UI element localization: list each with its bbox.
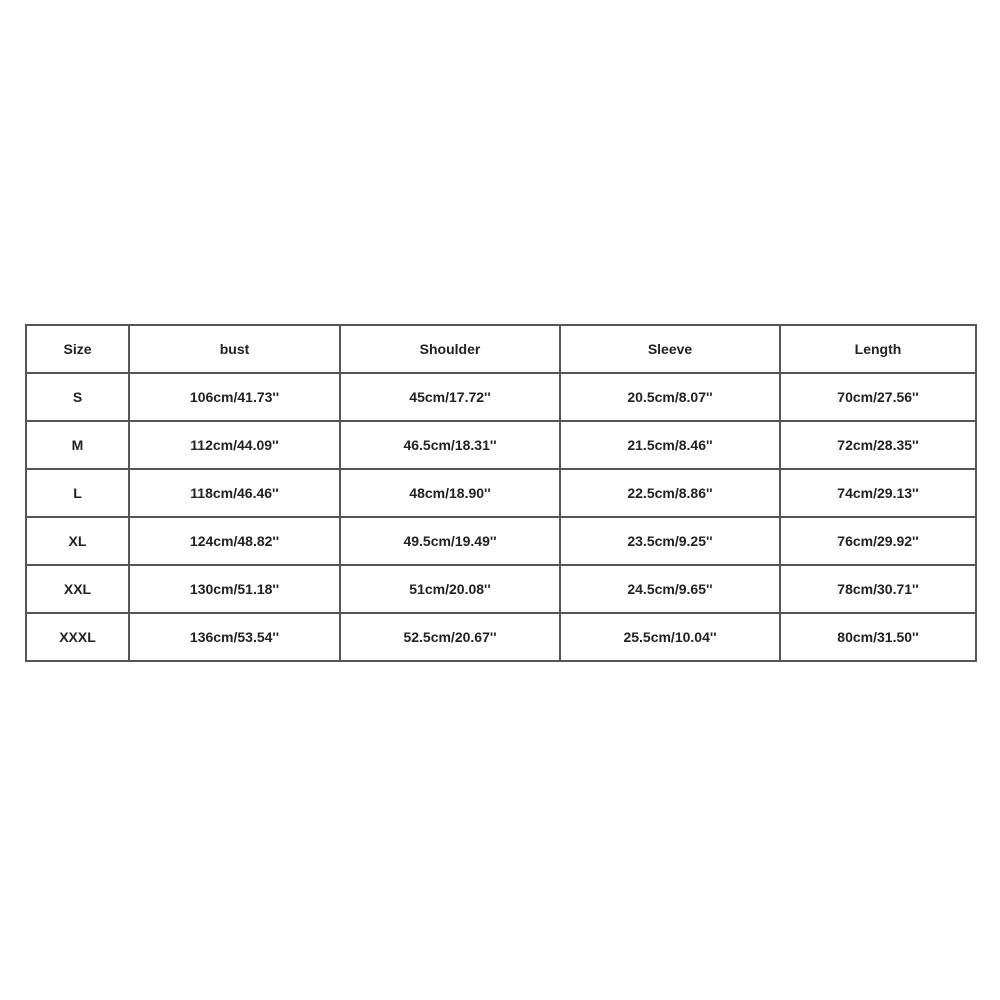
cell-sleeve: 25.5cm/10.04'' [560,613,780,661]
cell-length: 70cm/27.56'' [780,373,976,421]
cell-bust: 136cm/53.54'' [129,613,340,661]
cell-length: 72cm/28.35'' [780,421,976,469]
cell-shoulder: 51cm/20.08'' [340,565,560,613]
table-row [26,565,976,613]
cell-bust: 112cm/44.09'' [129,421,340,469]
cell-bust: 118cm/46.46'' [129,469,340,517]
header-size: Size [26,325,129,373]
cell-sleeve: 24.5cm/9.65'' [560,565,780,613]
size-chart-table [25,324,977,662]
table-row [26,373,976,421]
cell-length: 76cm/29.92'' [780,517,976,565]
cell-bust: 124cm/48.82'' [129,517,340,565]
cell-size: XXXL [26,613,129,661]
cell-length: 80cm/31.50'' [780,613,976,661]
cell-shoulder: 46.5cm/18.31'' [340,421,560,469]
cell-size: XL [26,517,129,565]
header-bust: bust [129,325,340,373]
cell-size: M [26,421,129,469]
table-header-row [26,325,976,373]
cell-shoulder: 45cm/17.72'' [340,373,560,421]
cell-bust: 130cm/51.18'' [129,565,340,613]
cell-size: S [26,373,129,421]
table-row [26,469,976,517]
cell-shoulder: 52.5cm/20.67'' [340,613,560,661]
table-row [26,517,976,565]
cell-length: 74cm/29.13'' [780,469,976,517]
cell-size: L [26,469,129,517]
header-sleeve: Sleeve [560,325,780,373]
cell-sleeve: 20.5cm/8.07'' [560,373,780,421]
cell-sleeve: 21.5cm/8.46'' [560,421,780,469]
header-length: Length [780,325,976,373]
cell-sleeve: 22.5cm/8.86'' [560,469,780,517]
cell-bust: 106cm/41.73'' [129,373,340,421]
cell-sleeve: 23.5cm/9.25'' [560,517,780,565]
header-shoulder: Shoulder [340,325,560,373]
cell-shoulder: 48cm/18.90'' [340,469,560,517]
table-row [26,421,976,469]
cell-size: XXL [26,565,129,613]
cell-length: 78cm/30.71'' [780,565,976,613]
cell-shoulder: 49.5cm/19.49'' [340,517,560,565]
table-row [26,613,976,661]
